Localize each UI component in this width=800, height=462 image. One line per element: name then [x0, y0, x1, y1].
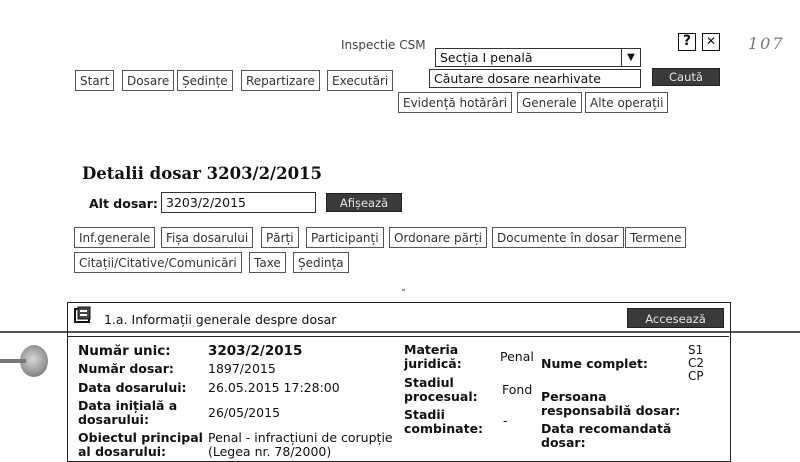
section-select[interactable]: [435, 48, 641, 67]
obiect-label-line1: Obiectul principal: [78, 430, 203, 445]
data-dosarului-value: 26.05.2015 17:28:00: [208, 380, 340, 395]
numar-unic-label: Număr unic:: [78, 343, 171, 359]
page-title: Detalii dosar 3203/2/2015: [82, 164, 323, 183]
panel-title: 1.a. Informații generale despre dosar: [104, 312, 337, 327]
panel-icon: [73, 306, 93, 324]
numar-unic-value: 3203/2/2015: [208, 343, 303, 359]
binder-hole-shadow: [0, 359, 26, 363]
materia-value: Penal: [500, 349, 534, 364]
nav-start[interactable]: Start: [75, 70, 114, 91]
tab-ordonare-parti[interactable]: Ordonare părți: [389, 227, 487, 248]
data-dosarului-label: Data dosarului:: [78, 380, 187, 395]
tab-taxe[interactable]: Taxe: [249, 252, 286, 273]
nav-repartizare[interactable]: Repartizare: [241, 70, 320, 91]
obiect-value-line1: Penal - infracțiuni de corupție: [208, 430, 393, 445]
chevron-down-icon[interactable]: ▼: [621, 49, 640, 66]
stadii-label-line1: Stadii: [404, 407, 445, 422]
tab-citatii[interactable]: Citații/Citative/Comunicări: [74, 252, 242, 273]
tab-participanti[interactable]: Participanți: [306, 227, 384, 248]
nav-generale[interactable]: Generale: [517, 92, 582, 113]
show-button[interactable]: Afișează: [326, 193, 402, 212]
nav-executari[interactable]: Executări: [327, 70, 393, 91]
help-icon[interactable]: ?: [678, 33, 696, 51]
stadii-label-line2: combinate:: [404, 421, 484, 436]
persoana-label-line2: responsabilă dosar:: [541, 403, 681, 418]
data-initiala-label-line1: Data inițială a: [78, 398, 178, 413]
tab-termene[interactable]: Termene: [625, 227, 686, 248]
tab-parti[interactable]: Părți: [261, 227, 299, 248]
handwritten-page-number: 107: [748, 34, 785, 53]
materia-label-line2: juridică:: [404, 356, 462, 371]
data-initiala-label-line2: dosarului:: [78, 412, 149, 427]
nume-value-2: C2: [688, 356, 705, 370]
data-initiala-value: 26/05/2015: [208, 405, 281, 420]
nav-sedinte[interactable]: Ședințe: [177, 70, 233, 91]
numar-dosar-label: Număr dosar:: [78, 361, 174, 376]
tab-sedinta[interactable]: Ședința: [293, 252, 349, 273]
materia-label-line1: Materia: [404, 342, 459, 357]
numar-dosar-value: 1897/2015: [208, 361, 276, 376]
nume-value-1: S1: [688, 343, 704, 357]
alt-dosar-label: Alt dosar:: [89, 196, 158, 211]
app-title: Inspectie CSM: [341, 38, 426, 52]
stadii-value: -: [503, 413, 508, 428]
close-icon[interactable]: ✕: [702, 33, 720, 51]
nav-evidenta-hotarari[interactable]: Evidență hotărâri: [398, 92, 512, 113]
stadiul-value: Fond: [502, 382, 533, 397]
obiect-value-line2: (Legea nr. 78/2000): [208, 444, 332, 459]
access-button[interactable]: Accesează: [627, 308, 724, 328]
stadiul-label-line1: Stadiul: [404, 375, 454, 390]
tab-inf-generale[interactable]: Inf.generale: [74, 227, 155, 248]
nav-alte-operatii[interactable]: Alte operații: [585, 92, 668, 113]
nav-dosare[interactable]: Dosare: [122, 70, 174, 91]
section-select-value: Secția I penală: [440, 50, 533, 65]
stadiul-label-line2: procesual:: [404, 389, 478, 404]
tab-documente-in-dosar[interactable]: Documente în dosar: [492, 227, 624, 248]
search-input[interactable]: Căutare dosare nearhivate: [429, 69, 641, 88]
data-recomandata-label-line1: Data recomandată: [541, 421, 672, 436]
nume-complet-label: Nume complet:: [541, 356, 648, 371]
search-button[interactable]: Caută: [652, 68, 720, 86]
tab-fisa-dosarului[interactable]: Fișa dosarului: [161, 227, 253, 248]
scan-speck: [402, 289, 405, 291]
nume-value-3: CP: [688, 369, 704, 383]
alt-dosar-input[interactable]: 3203/2/2015: [161, 192, 316, 213]
obiect-label-line2: al dosarului:: [78, 444, 167, 459]
persoana-label-line1: Persoana: [541, 389, 607, 404]
data-recomandata-label-line2: dosar:: [541, 435, 586, 450]
